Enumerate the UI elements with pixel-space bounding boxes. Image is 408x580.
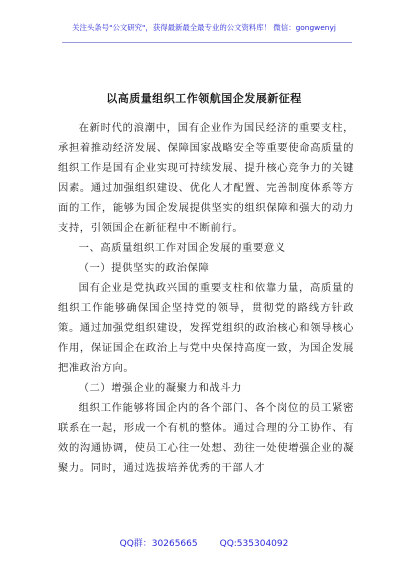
document-title: 以高质量组织工作领航国企发展新征程 bbox=[106, 92, 302, 105]
section-heading: 一、高质量组织工作对国企发展的重要意义 bbox=[78, 242, 286, 254]
subsection-heading: （二）增强企业的凝聚力和战斗力 bbox=[78, 382, 243, 394]
body-paragraph: 在新时代的浪潮中，国有企业作为国民经济的重要支柱，承担着推动经济发展、保障国家战略安全等重要使命高质量的组织工作是国有企业实现可持续发展、提升核心竞争力的关键因素。通过加强组织建设、优化人才配置、完善制度体系等方面的工作，能够为国企发展提供坚实的组织保障和强大的动力支持，引领国企在新征程中不断前行。 bbox=[58, 122, 354, 234]
body-paragraph: 组织工作能够将国企内的各个部门、各个岗位的员工紧密联系在一起，形成一个有机的整体。通过合理的分工协作、有效的沟通协调，使员工心往一处想、劲往一处使增强企业的凝聚力。同时，通过选拔培养优秀的干部人才 bbox=[58, 402, 354, 474]
footer-qq: QQ:535304092 bbox=[219, 539, 289, 549]
footer-contact bbox=[0, 536, 408, 549]
header-banner: 关注头条号"公文研究"，获得最新最全最专业的公文资料库！ 微信：gongwenyj bbox=[72, 23, 336, 32]
footer-qq-group: QQ群：30265665 bbox=[119, 539, 198, 549]
header-divider bbox=[62, 42, 352, 43]
body-paragraph: 国有企业是党执政兴国的重要支柱和依靠力量，高质量的组织工作能够确保国企坚持党的领导，贯彻党的路线方针政策。通过加强党组织建设，发挥党组织的政治核心和领导核心作用，保证国企在政治上与党中央保持高度一致，为国企发展把准政治方向。 bbox=[58, 282, 354, 374]
subsection-heading: （一）提供坚实的政治保障 bbox=[78, 262, 210, 274]
document-body bbox=[58, 118, 354, 478]
